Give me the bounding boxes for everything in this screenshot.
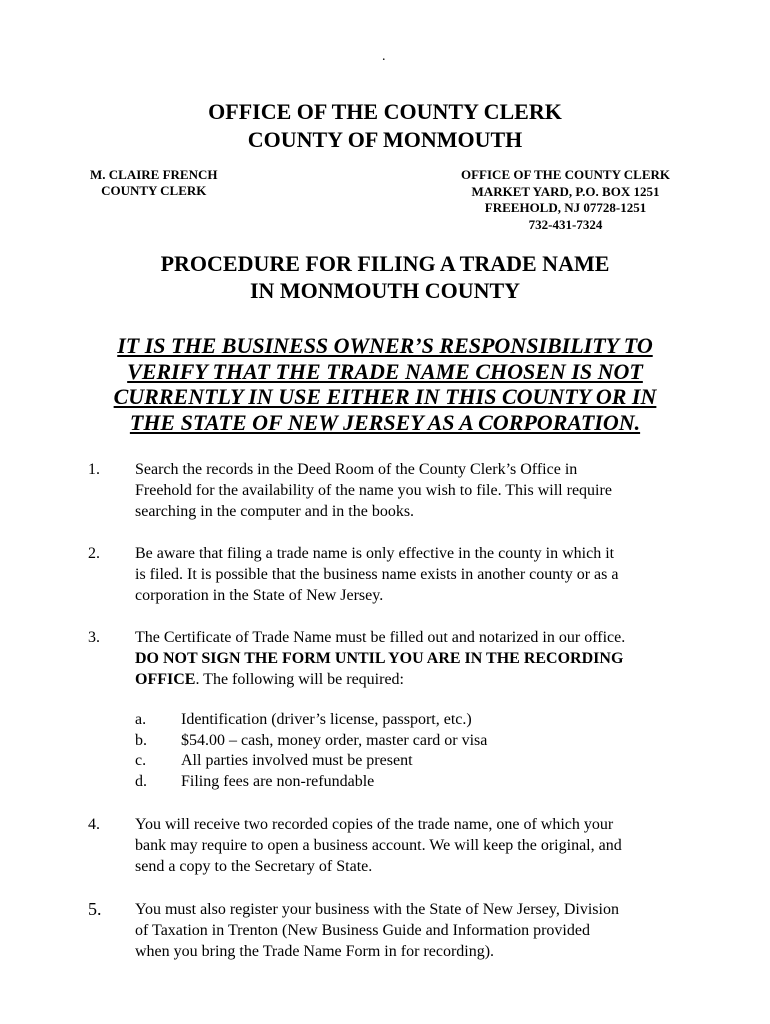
step-line: Freehold for the availability of the name you wish to file. This will require: [135, 482, 612, 499]
address-block: [448, 167, 683, 233]
step-text: [135, 543, 695, 606]
step-line: Search the records in the Deed Room of the County Clerk’s Office in: [135, 461, 578, 478]
responsibility-warning: [95, 333, 675, 435]
step-line: of Taxation in Trenton (New Business Guide and Information provided: [135, 922, 590, 939]
office-title-line2: COUNTY OF MONMOUTH: [247, 127, 523, 152]
step-line: [135, 669, 695, 690]
list-item-text: Filing fees are non-refundable: [181, 772, 375, 790]
step-line: send a copy to the Secretary of State.: [135, 858, 373, 875]
list-item-text: Identification (driver’s license, passport, etc.): [181, 711, 472, 728]
address-line2: MARKET YARD, P.O. BOX 1251: [471, 183, 660, 199]
address-line1: OFFICE OF THE COUNTY CLERK: [461, 167, 670, 182]
step-line: Be aware that filing a trade name is only effective in the county in which it: [135, 545, 615, 562]
clerk-name: M. CLAIRE FRENCH: [90, 167, 218, 182]
step-number: 1.: [88, 461, 100, 478]
warning-line3: CURRENTLY IN USE EITHER IN THIS COUNTY OR IN: [113, 384, 657, 409]
step-line: bank may require to open a business account. We will keep the original, and: [135, 837, 622, 854]
step-line: is filed. It is possible that the business name exists in another county or as a: [135, 566, 619, 583]
list-item-text: $54.00 – cash, money order, master card or visa: [181, 731, 488, 749]
list-item-letter: d.: [135, 772, 147, 790]
list-item-letter: c.: [135, 752, 147, 769]
address-phone: 732-431-7324: [528, 216, 603, 232]
step-text: [135, 627, 695, 690]
procedure-title: [0, 250, 770, 304]
step-text: [135, 459, 695, 522]
office-title-line1: OFFICE OF THE COUNTY CLERK: [208, 99, 562, 124]
address-line3: FREEHOLD, NJ 07728-1251: [484, 200, 647, 215]
list-item-letter: b.: [135, 731, 147, 749]
step-line-rest: . The following will be required:: [195, 671, 404, 688]
step-bold-office: OFFICE: [135, 671, 196, 688]
procedure-title-line1: PROCEDURE FOR FILING A TRADE NAME: [160, 251, 610, 276]
step-line: The Certificate of Trade Name must be filled out and notarized in our office.: [135, 629, 626, 646]
office-title: [0, 98, 770, 154]
procedure-title-line2: IN MONMOUTH COUNTY: [249, 278, 521, 303]
warning-line4: THE STATE OF NEW JERSEY AS A CORPORATION.: [129, 409, 641, 435]
list-item-text: All parties involved must be present: [181, 752, 413, 769]
step-line: when you bring the Trade Name Form in for recording).: [135, 943, 495, 960]
step-line: searching in the computer and in the books.: [135, 503, 415, 520]
step-line: You must also register your business with the State of New Jersey, Division: [135, 901, 619, 918]
clerk-block: [90, 167, 217, 199]
step-text: [135, 899, 695, 962]
step-line: You will receive two recorded copies of the trade name, one of which your: [135, 816, 614, 833]
step-number: 2.: [88, 545, 100, 562]
step-bold-warning: DO NOT SIGN THE FORM UNTIL YOU ARE IN THE RECORDING: [135, 650, 624, 667]
stray-dot: .: [382, 49, 386, 64]
warning-line2: VERIFY THAT THE TRADE NAME CHOSEN IS NOT: [127, 358, 643, 384]
step-line: corporation in the State of New Jersey.: [135, 587, 384, 604]
step-number: 5.: [88, 899, 102, 919]
warning-line1: IT IS THE BUSINESS OWNER’S RESPONSIBILITY TO: [117, 333, 653, 358]
step-text: [135, 814, 695, 877]
list-item-letter: a.: [135, 711, 147, 728]
clerk-title: COUNTY CLERK: [101, 183, 207, 198]
step-number: 4.: [88, 816, 100, 833]
step-number: 3.: [88, 629, 100, 646]
